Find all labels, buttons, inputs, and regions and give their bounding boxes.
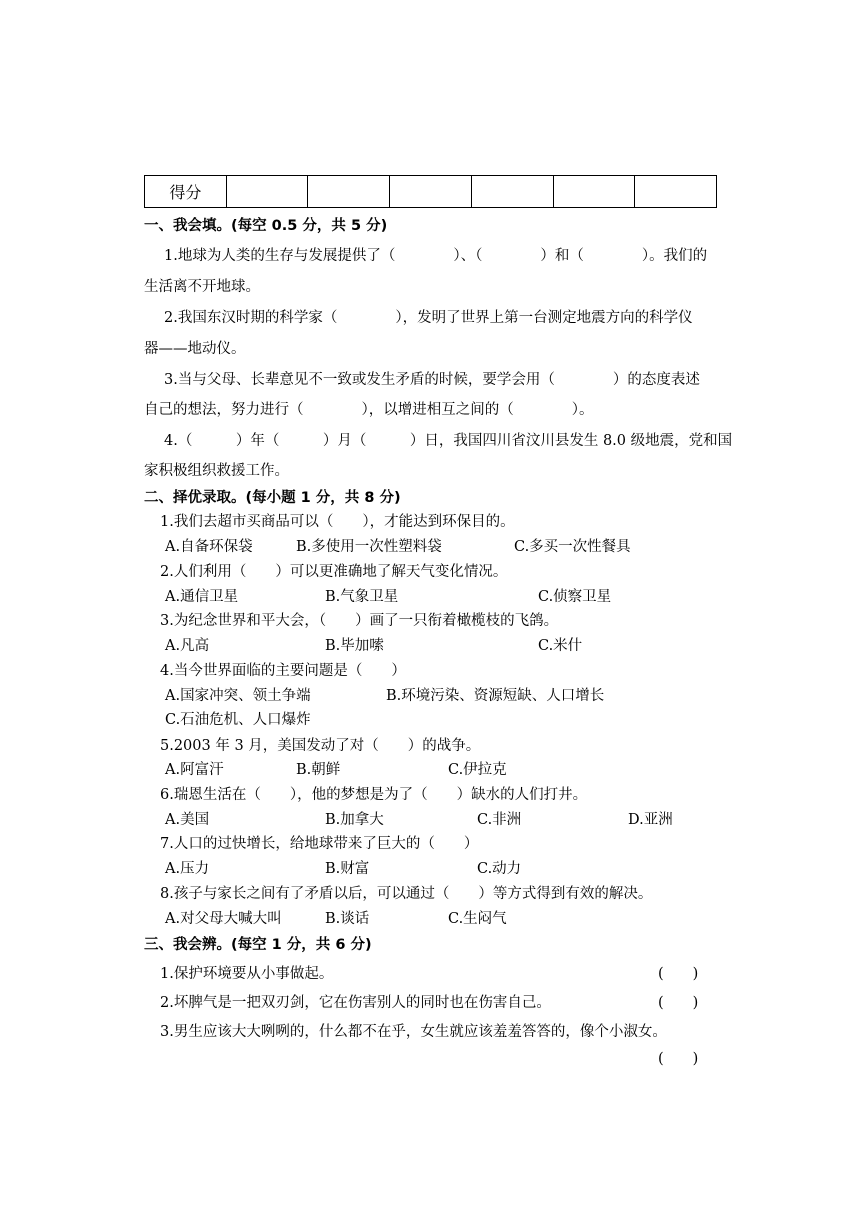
s1-q4-line2: 家积极组织救援工作。 xyxy=(144,463,289,479)
s2-q6-option-c: C.非洲 xyxy=(477,812,522,828)
s2-q6-option-b: B.加拿大 xyxy=(325,812,384,828)
score-cell xyxy=(308,176,390,208)
s2-q7-option-a: A.压力 xyxy=(165,861,210,877)
score-cell xyxy=(553,176,635,208)
s2-q8-option-b: B.谈话 xyxy=(325,911,370,927)
s2-q8-option-c: C.生闷气 xyxy=(448,911,507,927)
s2-q4-stem: 4.当今世界面临的主要问题是（ ） xyxy=(160,663,406,679)
s2-q5-option-b: B.朝鲜 xyxy=(296,762,341,778)
s2-q3-option-b: B.毕加嗦 xyxy=(325,638,384,654)
section2-heading: 二、择优录取。(每小题 1 分，共 8 分) xyxy=(144,490,401,506)
s1-q2-line1: 2.我国东汉时期的科学家（ ），发明了世界上第一台测定地震方向的科学仪 xyxy=(164,310,693,326)
s2-q1-option-c: C.多买一次性餐具 xyxy=(514,539,631,555)
s2-q1-option-b: B.多使用一次性塑料袋 xyxy=(296,539,442,555)
s2-q8-option-a: A.对父母大喊大叫 xyxy=(165,911,282,927)
s1-q3-line2: 自己的想法，努力进行（ ），以增进相互之间的（ ）。 xyxy=(144,402,594,418)
score-cell xyxy=(390,176,472,208)
s1-q1-line1: 1.地球为人类的生存与发展提供了（ ）、（ ）和（ ）。我们的 xyxy=(164,248,708,264)
score-cell xyxy=(226,176,308,208)
s3-item-1: 1.保护环境要从小事做起。 xyxy=(160,966,334,982)
s2-q3-option-c: C.米什 xyxy=(538,638,583,654)
section1-heading: 一、我会填。(每空 0.5 分，共 5 分) xyxy=(144,218,388,234)
s2-q6-option-a: A.美国 xyxy=(165,812,210,828)
s1-q3-line1: 3.当与父母、长辈意见不一致或发生矛盾的时候，要学会用（ ）的态度表述 xyxy=(164,372,700,388)
s1-q1-line2: 生活离不开地球。 xyxy=(144,279,260,295)
s2-q2-option-b: B.气象卫星 xyxy=(325,589,399,605)
s3-item-3: 3.男生应该大大咧咧的，什么都不在乎，女生就应该羞羞答答的，像个小淑女。 xyxy=(160,1024,667,1040)
s2-q3-option-a: A.凡高 xyxy=(165,638,210,654)
s2-q4-option-b: B.环境污染、资源短缺、人口增长 xyxy=(386,688,605,704)
s2-q5-option-c: C.伊拉克 xyxy=(448,762,507,778)
s2-q1-option-a: A.自备环保袋 xyxy=(165,539,253,555)
s2-q7-option-c: C.动力 xyxy=(477,861,522,877)
s2-q5-option-a: A.阿富汗 xyxy=(165,762,224,778)
s2-q4-option-a: A.国家冲突、领土争端 xyxy=(165,688,311,704)
s3-item-2-answer-paren: ( ) xyxy=(658,995,699,1011)
score-cell xyxy=(471,176,553,208)
score-cell xyxy=(635,176,717,208)
score-label: 得分 xyxy=(145,176,227,208)
s2-q6-option-d: D.亚洲 xyxy=(628,812,673,828)
s2-q5-stem: 5.2003 年 3 月，美国发动了对（ ）的战争。 xyxy=(160,738,481,754)
s1-q2-line2: 器——地动仪。 xyxy=(144,341,246,357)
s1-q4-line1: 4.（ ）年（ ）月（ ）日，我国四川省汶川县发生 8.0 级地震，党和国 xyxy=(164,433,733,449)
s2-q1-stem: 1.我们去超市买商品可以（ ），才能达到环保目的。 xyxy=(160,514,515,530)
s2-q3-stem: 3.为纪念世界和平大会，（ ）画了一只衔着橄榄枝的飞鸽。 xyxy=(160,613,559,629)
s2-q2-option-c: C.侦察卫星 xyxy=(538,589,612,605)
s2-q2-stem: 2.人们利用（ ）可以更准确地了解天气变化情况。 xyxy=(160,564,508,580)
score-table xyxy=(144,175,717,208)
s3-item-3-answer-paren: ( ) xyxy=(658,1051,699,1067)
s2-q8-stem: 8.孩子与家长之间有了矛盾以后，可以通过（ ）等方式得到有效的解决。 xyxy=(160,886,653,902)
s3-item-2: 2.坏脾气是一把双刃剑，它在伤害别人的同时也在伤害自己。 xyxy=(160,995,551,1011)
s2-q4-option-c: C.石油危机、人口爆炸 xyxy=(165,712,311,728)
s2-q7-stem: 7.人口的过快增长，给地球带来了巨大的（ ） xyxy=(160,836,479,852)
s2-q6-stem: 6.瑞恩生活在（ ），他的梦想是为了（ ）缺水的人们打井。 xyxy=(160,787,588,803)
s3-item-1-answer-paren: ( ) xyxy=(658,966,699,982)
s2-q7-option-b: B.财富 xyxy=(325,861,370,877)
section3-heading: 三、我会辨。(每空 1 分，共 6 分) xyxy=(144,937,372,953)
s2-q2-option-a: A.通信卫星 xyxy=(165,589,239,605)
